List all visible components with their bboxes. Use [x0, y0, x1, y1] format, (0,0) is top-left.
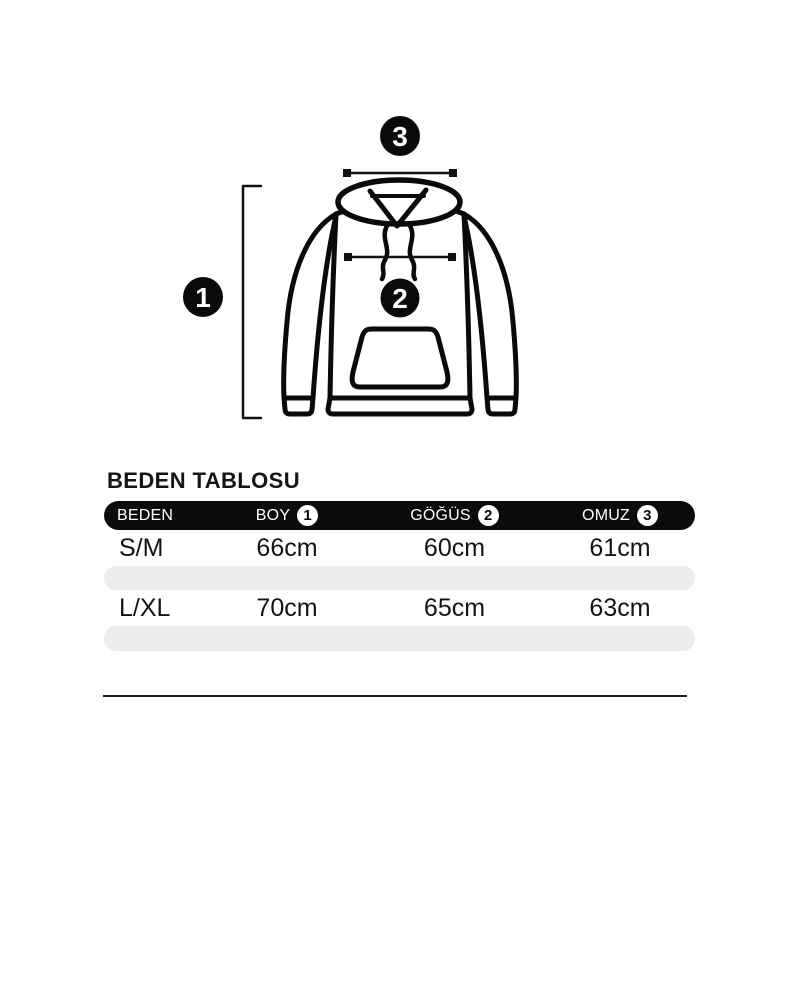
- measure-length-annotation: [183, 186, 261, 418]
- marker-3-number: 3: [392, 121, 408, 152]
- header-label-omuz: OMUZ: [582, 506, 630, 524]
- hoodie-right-cuff: [487, 398, 516, 414]
- table-row-lxl: [104, 590, 695, 626]
- cell-lxl-boy: 70cm: [256, 593, 318, 622]
- cell-sm-boy: 66cm: [256, 533, 318, 562]
- header-label-beden: BEDEN: [117, 506, 174, 524]
- marker-1-number: 1: [195, 282, 211, 313]
- header-badge-1: 1: [297, 505, 318, 526]
- measure-2-end-right: [448, 253, 456, 261]
- bottom-divider: [103, 695, 687, 697]
- cell-lxl-omuz: 63cm: [589, 593, 651, 622]
- cell-sm-gogus: 60cm: [423, 533, 486, 562]
- header-label-boy: BOY: [255, 506, 291, 524]
- header-badge-3: 3: [637, 505, 658, 526]
- table-stripe-row: [104, 566, 695, 590]
- measure-3-end-right: [449, 169, 457, 177]
- size-table: [104, 501, 695, 651]
- cell-size-sm: S/M: [119, 533, 164, 562]
- hoodie-pocket: [352, 329, 448, 387]
- measure-hood-width-annotation: [343, 116, 457, 177]
- header-cell-boy: [210, 505, 364, 526]
- table-row-sm: [104, 530, 695, 566]
- cell-sm-omuz: 61cm: [589, 533, 651, 562]
- hoodie-hood: [338, 180, 460, 224]
- measure-1-bracket: [243, 186, 261, 418]
- header-label-gogus: GÖĞÜS: [410, 506, 471, 524]
- header-cell-omuz: [545, 505, 695, 526]
- size-table-title: BEDEN TABLOSU: [107, 468, 301, 493]
- hoodie-size-diagram: [0, 0, 800, 460]
- header-cell-beden: [104, 507, 210, 525]
- header-cell-gogus: [364, 505, 545, 526]
- table-stripe-row: [104, 626, 695, 651]
- hoodie-hem: [328, 398, 472, 414]
- cell-size-lxl: L/XL: [119, 593, 171, 622]
- header-badge-2: 2: [478, 505, 499, 526]
- marker-2-number: 2: [392, 283, 408, 314]
- hoodie-left-cuff: [284, 398, 313, 414]
- table-header-row: [104, 501, 695, 530]
- measure-3-end-left: [343, 169, 351, 177]
- cell-lxl-gogus: 65cm: [423, 593, 486, 622]
- measure-2-end-left: [344, 253, 352, 261]
